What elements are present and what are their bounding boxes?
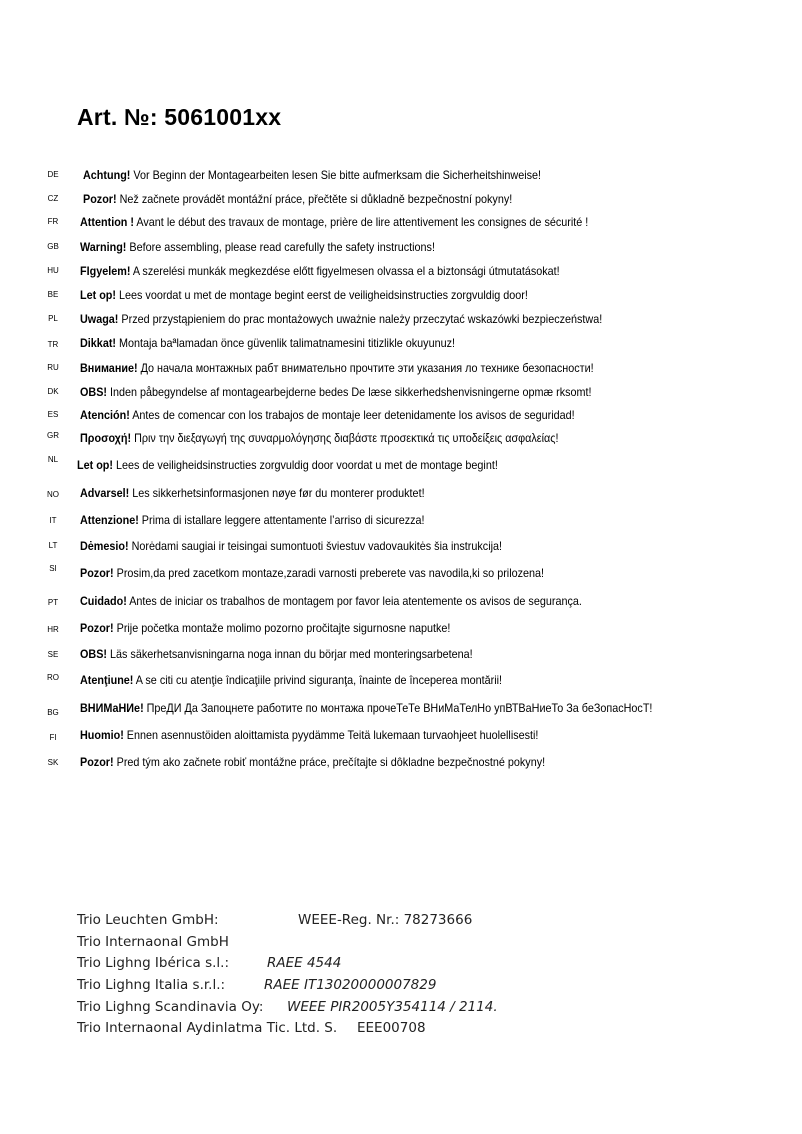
language-code: TR — [47, 340, 59, 349]
warning-text: ПреДИ Да Запоцнете работите по монтажа прочеТеТе ВНиМаТелНо упВТВаНиеТо За беЗопасНосТ! — [143, 701, 653, 715]
warning-label: Dikkat! — [80, 336, 117, 350]
language-code: NO — [47, 490, 59, 499]
language-code: PT — [47, 598, 59, 607]
warning-message — [80, 288, 528, 302]
warning-text: Läs säkerhetsanvisningarna noga innan du börjar med monteringsarbetena! — [107, 647, 473, 661]
language-code: DE — [47, 170, 59, 179]
warning-message — [80, 513, 425, 527]
warning-label: ВНИМаНИе! — [80, 701, 144, 715]
warning-label: Advarsel! — [80, 486, 130, 500]
warning-label: FIgyelem! — [80, 264, 131, 278]
warning-label: Achtung! — [83, 168, 131, 182]
warning-label: Cuidado! — [80, 594, 127, 608]
language-code: SI — [49, 564, 57, 573]
warning-label: OBS! — [80, 385, 107, 399]
warning-text: Prosim,da pred zacetkom montaze,zaradi varnosti preberete vas navodila,ki so prilozena! — [113, 566, 545, 580]
warning-text: Než začnete provádět montážní práce, přečtěte si důkladně bezpečnostní pokyny! — [116, 192, 513, 206]
warning-message — [80, 621, 450, 635]
warning-message — [80, 240, 435, 254]
language-code: GR — [47, 431, 59, 440]
warning-label: Pozor! — [80, 755, 114, 769]
warning-text: Lees de veiligheidsinstructies zorgvuldig door voordat u met de montage begint! — [113, 458, 498, 472]
language-code: SE — [47, 650, 59, 659]
language-code: CZ — [47, 194, 59, 203]
warning-text: Prima di istallare leggere attentamente l’arriso di sicurezza! — [138, 513, 425, 527]
warning-text: Pred tým ako začnete robiť montážne práce, prečítajte si dôkladne bezpečnostné pokyny! — [113, 755, 546, 769]
warning-text: Norėdami saugiai ir teisingai sumontuoti šviestuv vadovaukitės šia instrukcija! — [128, 539, 503, 553]
company-name: Trio Lighng Italia s.r.l.: — [77, 977, 226, 994]
company-name: Trio Leuchten GmbH: — [77, 912, 219, 928]
warning-text: Πριν την διεξαγωγή της συναρμολόγησης διαβάστε προσεκτικά τις υποδείξεις ασφαλείας! — [131, 431, 559, 445]
warning-text: Prije početka montaže molimo pozorno pročitajte sigurnosne naputke! — [113, 621, 451, 635]
warning-label: Pozor! — [80, 566, 114, 580]
registration-number: EEE00708 — [357, 1020, 426, 1037]
warning-message — [80, 264, 560, 278]
language-code: RU — [47, 363, 59, 372]
language-code: HU — [47, 266, 59, 275]
warning-message — [83, 168, 541, 182]
warning-label: Warning! — [80, 240, 127, 254]
article-number-title: Art. №: 5061001xx — [77, 104, 282, 130]
warning-label: Let op! — [77, 458, 113, 472]
language-code: RO — [47, 673, 59, 682]
registration-number: RAEE 4544 — [267, 955, 342, 972]
warning-message — [80, 647, 473, 661]
language-code: GB — [47, 242, 59, 251]
warning-message — [80, 215, 588, 229]
warning-text: Vor Beginn der Montagearbeiten lesen Sie bitte aufmerksam die Sicherheitshinweise! — [130, 168, 542, 182]
warning-text: Inden påbegyndelse af montagearbejderne bedes De læse sikkerhedshenvisningerne opmæ rksomt! — [107, 385, 592, 399]
company-name: Trio Internaonal GmbH — [77, 933, 229, 950]
warning-label: OBS! — [80, 647, 107, 661]
warning-text: Les sikkerhetsinformasjonen nøye før du monterer produktet! — [129, 486, 425, 500]
registration-number: RAEE IT13020000007829 — [264, 977, 437, 994]
warning-message — [80, 336, 455, 350]
language-code: LT — [48, 541, 58, 550]
warning-message — [80, 431, 558, 445]
warning-label: Attenzione! — [80, 513, 139, 527]
warning-label: Atención! — [80, 408, 130, 422]
language-code: FR — [47, 217, 59, 226]
warning-text: Antes de iniciar os trabalhos de montagem por favor leia atentemente os avisos de segurança. — [126, 594, 582, 608]
warning-message — [80, 701, 652, 715]
warning-label: Uwaga! — [80, 312, 119, 326]
warning-text: A szerelési munkák megkezdése előtt figyelmesen olvassa el a biztonsági útmutatásokat! — [130, 264, 560, 278]
warning-text: Antes de comencar con los trabajos de montaje leer detenidamente los avisos de seguridad! — [129, 408, 575, 422]
warning-text: Przed przystąpieniem do prac montażowych uważnie należy przeczytać wskazówki bezpieczeństwa! — [118, 312, 603, 326]
company-name: Trio Internaonal Aydinlatma Tic. Ltd. S. — [77, 1020, 338, 1037]
warning-message — [77, 458, 498, 472]
warning-message — [80, 361, 594, 375]
warning-message — [83, 192, 512, 206]
warning-label: Προσοχή! — [80, 431, 132, 445]
language-code: NL — [47, 455, 59, 464]
language-code: SK — [47, 758, 59, 767]
warning-text: Avant le début des travaux de montage, prière de lire attentivement les consignes de sécurité ! — [133, 215, 589, 229]
warning-message — [80, 673, 502, 687]
warning-text: До начала монтажных рабт внимательно прочтите эти указания ло технике безопасности! — [137, 361, 594, 375]
warning-message — [80, 486, 425, 500]
language-code: PL — [48, 314, 58, 323]
warning-label: Attention ! — [80, 215, 134, 229]
warning-label: Huomio! — [80, 728, 124, 742]
warning-text: Ennen asennustöiden aloittamista pyydämme Teitä lukemaan turvaohjeet huolellisesti! — [123, 728, 539, 742]
language-code: IT — [49, 516, 57, 525]
warning-text: A se citi cu atenţie îndicaţiile privind siguranţa, înainte de începerea montării! — [133, 673, 503, 687]
warning-text: Before assembling, please read carefully the safety instructions! — [126, 240, 435, 254]
warning-label: Pozor! — [80, 621, 114, 635]
warning-label: Dėmesio! — [80, 539, 129, 553]
warning-message — [80, 539, 502, 553]
warning-label: Pozor! — [83, 192, 117, 206]
warning-message — [80, 312, 602, 326]
language-code: HR — [47, 625, 59, 634]
company-name: Trio Lighng Ibérica s.l.: — [77, 955, 229, 972]
registration-number: WEEE PIR2005Y354114 / 2114. — [287, 998, 498, 1015]
language-code: DK — [47, 387, 59, 396]
warning-text: Lees voordat u met de montage begint eerst de veiligheidsinstructies zorgvuldig door! — [116, 288, 528, 302]
warning-label: Let op! — [80, 288, 116, 302]
language-code: BE — [47, 290, 59, 299]
warning-label: Внимание! — [80, 361, 138, 375]
warning-label: Atenţiune! — [80, 673, 134, 687]
registration-number: WEEE-Reg. Nr.: 78273666 — [298, 912, 473, 928]
warning-message — [80, 594, 582, 608]
company-name: Trio Lighng Scandinavia Oy: — [77, 998, 264, 1015]
warning-message — [80, 385, 591, 399]
language-code: ES — [47, 410, 59, 419]
warning-message — [80, 755, 545, 769]
warning-message — [80, 566, 544, 580]
warning-message — [80, 728, 538, 742]
language-code: BG — [47, 708, 59, 717]
language-code: FI — [49, 733, 57, 742]
warning-text: Montaja baªlamadan önce güvenlik talimatnamesini titizlikle okuyunuz! — [116, 336, 455, 350]
warning-message — [80, 408, 575, 422]
